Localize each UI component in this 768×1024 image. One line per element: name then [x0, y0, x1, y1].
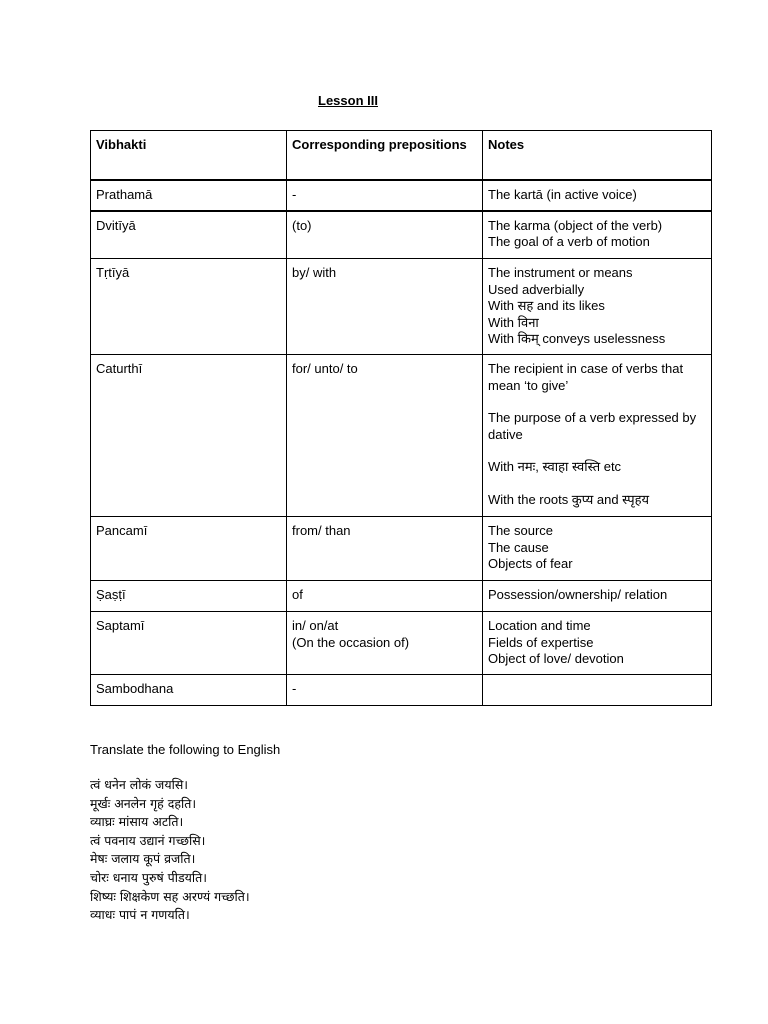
- sanskrit-sentence: मेषः जलाय कूपं व्रजति।: [90, 851, 196, 867]
- table-header-row: [91, 131, 712, 180]
- note-line: The karma (object of the verb): [488, 217, 663, 233]
- cell-notes: [483, 211, 712, 259]
- note-gap: [488, 443, 706, 459]
- header-vibhakti: Vibhakti: [91, 131, 287, 180]
- note-line: Objects of fear: [488, 556, 573, 571]
- cell-vibhakti: Pancamī: [91, 517, 287, 581]
- sentence-list: [90, 776, 690, 925]
- cell-notes: [483, 180, 712, 211]
- cell-prepositions: [287, 581, 483, 612]
- cell-notes: [483, 581, 712, 612]
- cell-vibhakti: Tṛtīyā: [91, 259, 287, 355]
- note-line: The source: [488, 523, 554, 538]
- table-row: [91, 517, 712, 581]
- preposition-line: (to): [292, 217, 312, 233]
- note-line: The goal of a verb of motion: [488, 234, 650, 249]
- note-gap: [488, 476, 706, 492]
- cell-notes: [483, 612, 712, 675]
- cell-notes: [483, 355, 712, 517]
- note-line: The instrument or means: [488, 265, 633, 280]
- table-row: [91, 355, 712, 517]
- cell-notes: [483, 259, 712, 355]
- exercise-section: [90, 741, 690, 925]
- sanskrit-sentence: व्याधः पापं न गणयति।: [90, 907, 190, 923]
- cell-vibhakti: Sambodhana: [91, 675, 287, 706]
- cell-prepositions: [287, 517, 483, 581]
- note-line: Possession/ownership/ relation: [488, 587, 668, 602]
- cell-vibhakti: Prathamā: [91, 180, 287, 211]
- table-row: [91, 259, 712, 355]
- sanskrit-sentence: त्वं पवनाय उद्यानं गच्छसि।: [90, 832, 206, 848]
- header-prepositions: Corresponding prepositions: [287, 131, 483, 180]
- note-line: With the roots कुप्य and स्पृहय: [488, 491, 650, 507]
- note-gap: [488, 394, 706, 410]
- cell-prepositions: [287, 211, 483, 259]
- sanskrit-sentence: चोरः धनाय पुरुषं पीडयति।: [90, 869, 208, 885]
- note-line: The cause: [488, 539, 549, 555]
- preposition-line: -: [292, 186, 297, 202]
- header-notes: Notes: [483, 131, 712, 180]
- vibhakti-table: [90, 130, 712, 706]
- cell-prepositions: [287, 355, 483, 517]
- preposition-line: for/ unto/ to: [292, 361, 358, 376]
- table-row: [91, 612, 712, 675]
- preposition-line: (On the occasion of): [292, 634, 410, 650]
- sanskrit-sentence: शिष्यः शिक्षकेण सह अरण्यं गच्छति।: [90, 888, 250, 904]
- cell-vibhakti: Caturthī: [91, 355, 287, 517]
- table-row: [91, 211, 712, 259]
- note-line: With विना: [488, 314, 539, 330]
- note-line: The recipient in case of verbs that mean ‘to give’: [488, 361, 684, 393]
- note-line: Used adverbially: [488, 281, 585, 297]
- preposition-line: from/ than: [292, 523, 351, 538]
- note-line: With किम् conveys uselessness: [488, 331, 666, 346]
- note-line: The kartā (in active voice): [488, 186, 637, 202]
- preposition-line: -: [292, 681, 297, 696]
- note-line: Location and time: [488, 618, 591, 633]
- sanskrit-sentence: व्याघ्रः मांसाय अटति।: [90, 814, 184, 830]
- table-row: [91, 180, 712, 211]
- note-line: With सह and its likes: [488, 298, 605, 313]
- cell-notes: [483, 517, 712, 581]
- note-line: Fields of expertise: [488, 634, 594, 650]
- cell-prepositions: [287, 675, 483, 706]
- preposition-line: by/ with: [292, 265, 337, 280]
- page-title: Lesson III: [318, 93, 378, 108]
- preposition-line: in/ on/at: [292, 618, 339, 633]
- table-body: [91, 180, 712, 706]
- note-gap: [488, 681, 706, 697]
- table-row: [91, 675, 712, 706]
- sanskrit-sentence: त्वं धनेन लोकं जयसि।: [90, 777, 189, 792]
- table-row: [91, 581, 712, 612]
- cell-vibhakti: Ṣaṣṭī: [91, 581, 287, 612]
- cell-prepositions: [287, 180, 483, 211]
- cell-notes: [483, 675, 712, 706]
- exercise-instruction: Translate the following to English: [90, 742, 281, 757]
- cell-vibhakti: Dvitīyā: [91, 211, 287, 259]
- preposition-line: of: [292, 587, 303, 602]
- cell-prepositions: [287, 259, 483, 355]
- note-line: With नमः, स्वाहा स्वस्ति etc: [488, 459, 622, 474]
- sanskrit-sentence: मूर्खः अनलेन गृहं दहति।: [90, 795, 197, 811]
- cell-prepositions: [287, 612, 483, 675]
- note-line: The purpose of a verb expressed by dative: [488, 410, 697, 442]
- cell-vibhakti: Saptamī: [91, 612, 287, 675]
- note-line: Object of love/ devotion: [488, 651, 624, 666]
